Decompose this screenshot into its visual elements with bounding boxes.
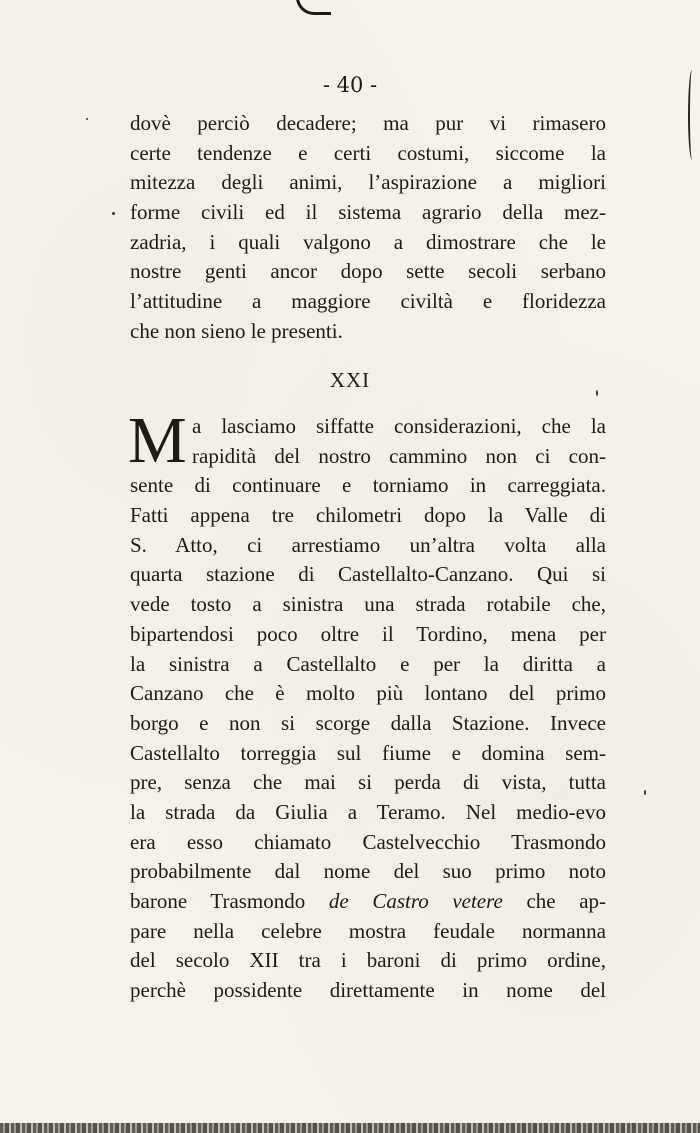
text-line: pre, senza che mai si perda di vista, tutta — [130, 770, 606, 795]
text-line: la sinistra a Castellalto e per la diritta a — [130, 651, 606, 676]
page-number: - 40 - — [322, 73, 378, 97]
text-line: bipartendosi poco oltre il Tordino, mena per — [130, 621, 606, 646]
drop-cap: M — [128, 404, 187, 477]
paper-speck — [112, 212, 115, 215]
text-line: perchè possidente direttamente in nome del — [130, 978, 606, 1003]
page-bottom-edge — [0, 1123, 700, 1133]
text-line: certe tendenze e certi costumi, siccome la — [130, 140, 606, 165]
text-run: barone Trasmondo — [130, 889, 306, 913]
text-line: a lasciamo siffatte considerazioni, che la — [192, 414, 606, 438]
paragraph-section-xxi — [128, 404, 606, 1006]
text-line: S. Atto, ci arrestiamo un’altra volta alla — [130, 532, 606, 557]
text-line: nostre genti ancor dopo sette secoli serbano — [130, 259, 606, 284]
text-line-with-italic — [130, 887, 606, 917]
text-line: zadria, i quali valgono a dimostrare che le — [130, 229, 606, 254]
text-line: Canzano che è molto più lontano del primo — [130, 681, 606, 706]
paper-speck — [596, 390, 598, 396]
text-run: che ap- — [526, 889, 606, 913]
paper-speck — [86, 118, 88, 120]
binding-mark — [296, 0, 331, 15]
text-line: l’attitudine a maggiore civiltà e floridezza — [130, 289, 606, 314]
text-line: che non sieno le presenti. — [130, 318, 343, 343]
text-line: mitezza degli animi, l’aspirazione a migliori — [130, 170, 606, 195]
text-line: probabilmente dal nome del suo primo noto — [130, 859, 606, 884]
text-line: Castellalto torreggia sul fiume e domina sem- — [130, 740, 606, 765]
text-line: pare nella celebre mostra feudale normanna — [130, 918, 606, 943]
section-heading: XXI — [329, 368, 371, 392]
text-line: Fatti appena tre chilometri dopo la Valle di — [130, 503, 606, 528]
text-line: forme civili ed il sistema agrario della mez- — [130, 200, 606, 225]
text-line: era esso chiamato Castelvecchio Trasmondo — [130, 829, 606, 854]
text-line: vede tosto a sinistra una strada rotabile che, — [130, 592, 606, 617]
text-line: dovè perciò decadere; ma pur vi rimasero — [130, 111, 606, 135]
text-line: del secolo XII tra i baroni di primo ordine, — [130, 948, 606, 973]
text-line: quarta stazione di Castellalto-Canzano. Qui si — [130, 562, 606, 587]
paragraph-continued — [130, 109, 606, 347]
text-line: borgo e non si scorge dalla Stazione. Invece — [130, 710, 606, 735]
italic-phrase: de Castro vetere — [328, 889, 503, 913]
paper-speck — [644, 790, 646, 795]
text-line: la strada da Giulia a Teramo. Nel medio-evo — [130, 799, 606, 824]
text-line: rapidità del nostro cammino non ci con- — [192, 443, 606, 468]
text-line: sente di continuare e torniamo in carreggiata. — [130, 473, 606, 498]
